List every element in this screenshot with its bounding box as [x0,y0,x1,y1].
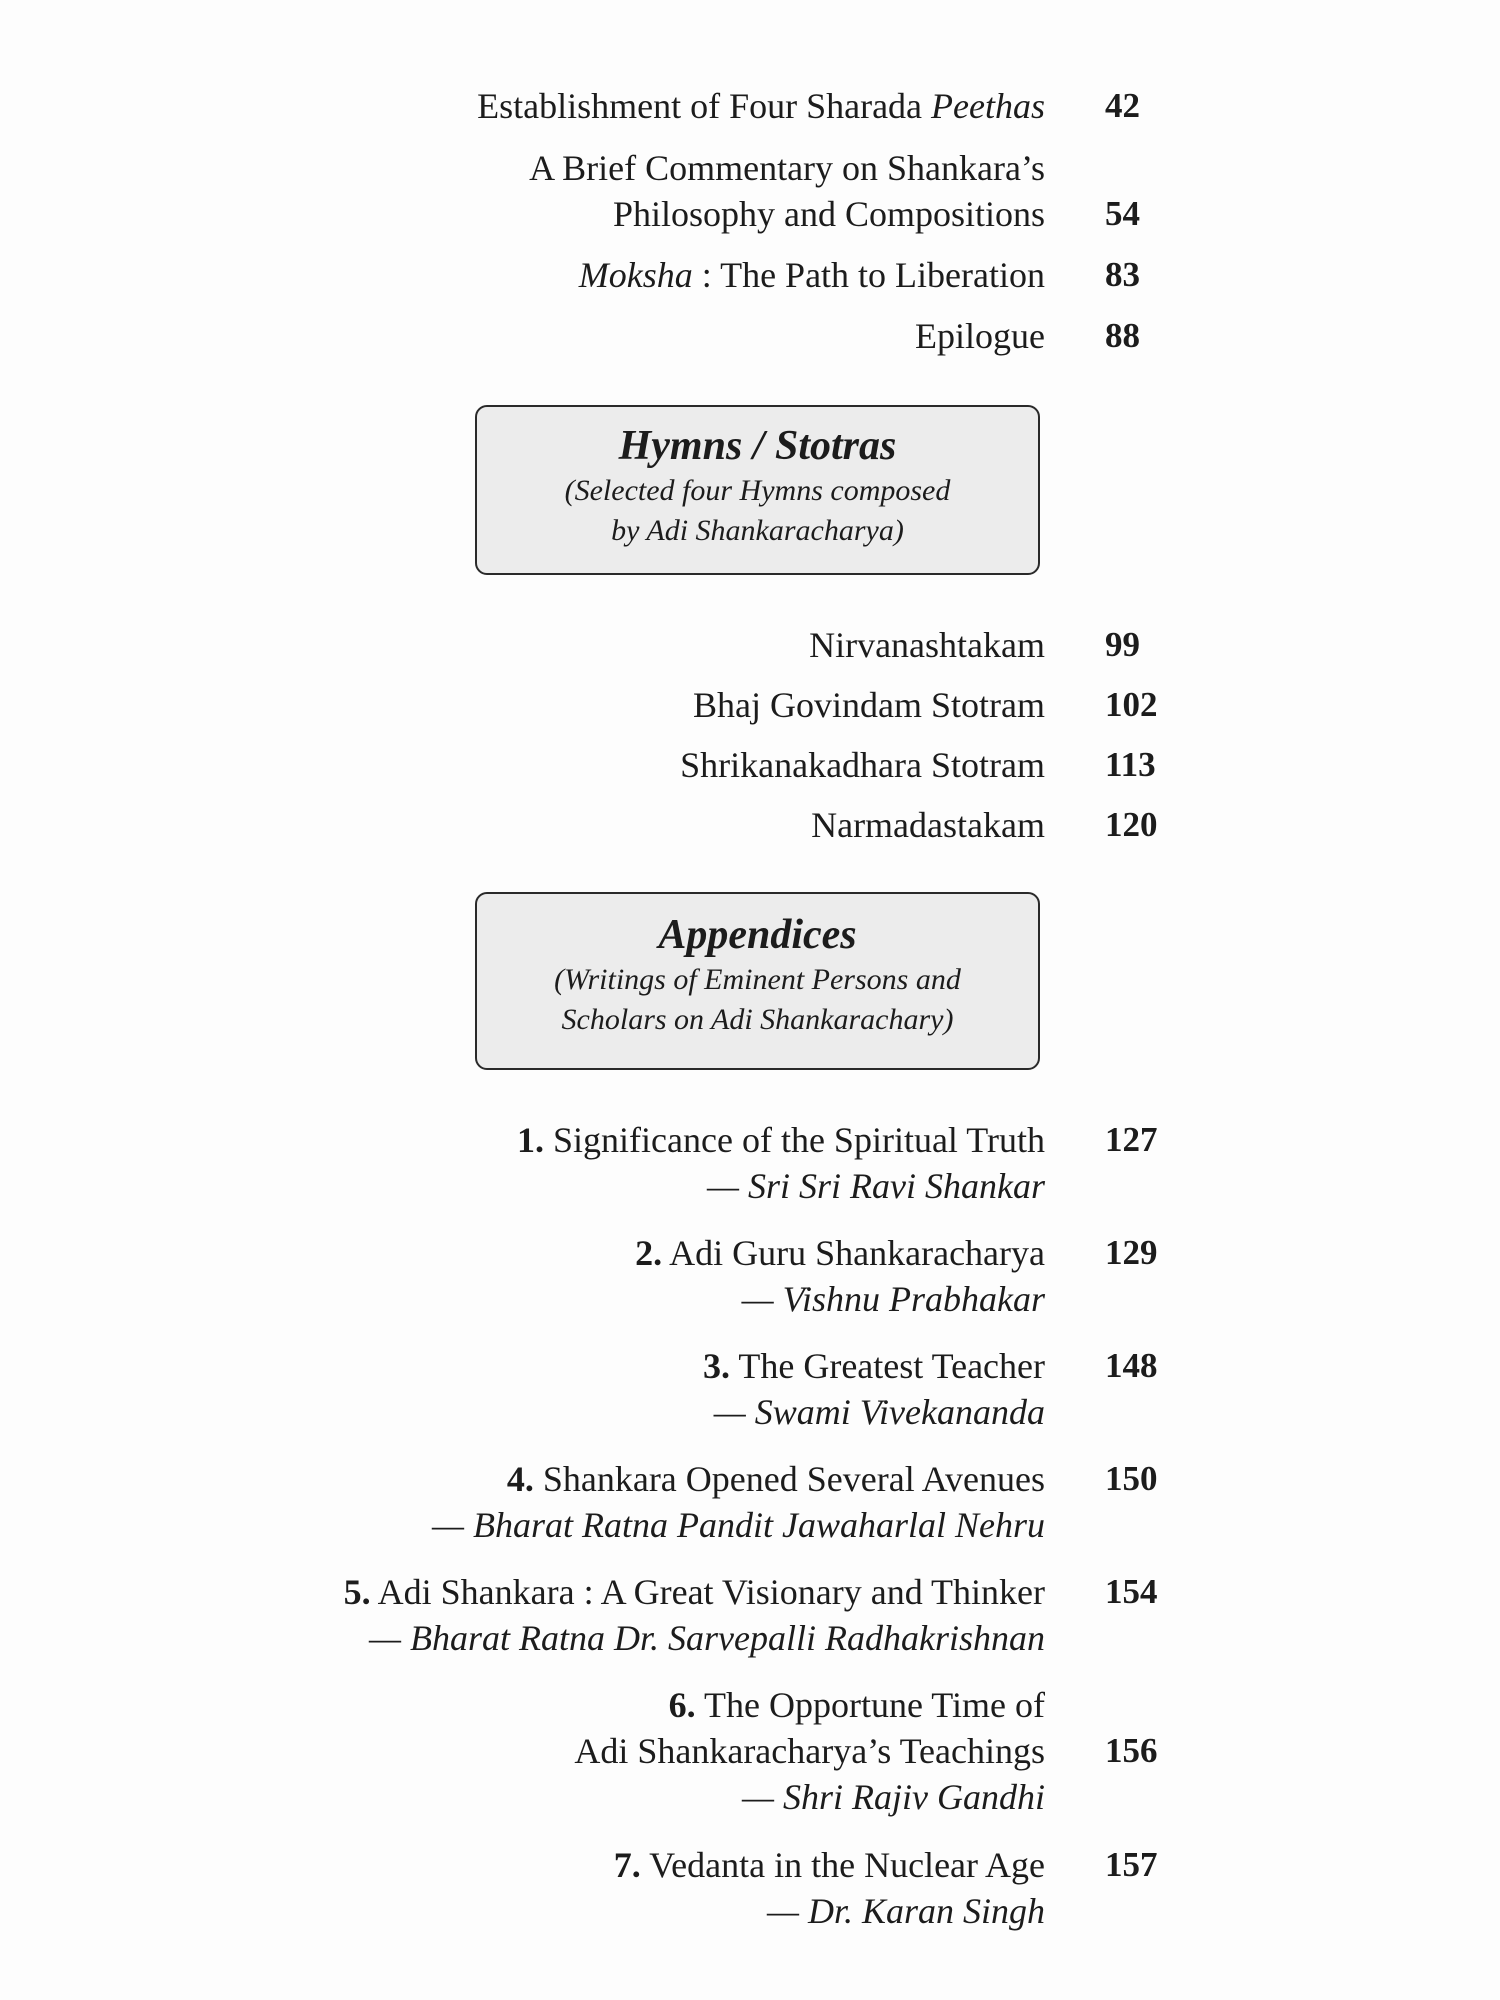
toc-page-number: 150 [1105,1459,1158,1498]
toc-entry-title: Establishment of Four Sharada Peethas [477,86,1045,126]
section-subtitle: (Selected four Hymns composed [564,474,951,507]
toc-page-number: 102 [1105,685,1158,724]
appendix-entry: 2. Adi Guru Shankaracharya — Vishnu Prabhakar [45,1230,1045,1322]
toc-page-number: 120 [1105,805,1158,844]
section-heading: Appendices [658,912,857,958]
toc-page-number: 148 [1105,1346,1158,1385]
appendix-author: — Swami Vivekananda [713,1392,1045,1432]
appendices-section-box [475,892,1040,1070]
toc-entry-title: Moksha : The Path to Liberation [578,255,1045,295]
appendix-author: — Dr. Karan Singh [766,1891,1045,1931]
appendix-entry: 3. The Greatest Teacher — Swami Vivekananda [45,1343,1045,1435]
toc-page-number: 83 [1105,255,1140,294]
toc-entry-title: Epilogue [915,316,1045,356]
section-subtitle: (Writings of Eminent Persons and [554,963,961,996]
appendix-author: — Bharat Ratna Pandit Jawaharlal Nehru [431,1505,1045,1545]
toc-entry-title: Narmadastakam [811,805,1045,845]
toc-entry-title: Shrikanakadhara Stotram [680,745,1045,785]
appendix-entry: 4. Shankara Opened Several Avenues — Bharat Ratna Pandit Jawaharlal Nehru [45,1456,1045,1548]
appendix-author: — Sri Sri Ravi Shankar [707,1166,1045,1206]
toc-entry-title: Bhaj Govindam Stotram [693,685,1045,725]
section-heading: Hymns / Stotras [618,423,897,469]
appendix-entry: 7. Vedanta in the Nuclear Age — Dr. Karan Singh [45,1842,1045,1934]
toc-page-number: 42 [1105,86,1140,125]
toc-entry-title: Nirvanashtakam [809,625,1045,665]
toc-page-number: 154 [1105,1572,1158,1611]
toc-page-number: 157 [1105,1845,1158,1884]
toc-page-number: 88 [1105,316,1140,355]
section-subtitle: by Adi Shankaracharya) [611,514,904,547]
appendix-entry: 1. Significance of the Spiritual Truth — Sri Sri Ravi Shankar [45,1117,1045,1209]
hymns-section-box [475,405,1040,575]
toc-page-number: 129 [1105,1233,1158,1272]
section-subtitle: Scholars on Adi Shankarachary) [561,1003,954,1036]
appendix-entry: 6. The Opportune Time of Adi Shankaracharya’s Teachings — Shri Rajiv Gandhi [45,1682,1045,1820]
toc-page-number: 156 [1105,1731,1158,1770]
appendix-author: — Vishnu Prabhakar [741,1279,1045,1319]
appendix-entry: 5. Adi Shankara : A Great Visionary and Thinker — Bharat Ratna Dr. Sarvepalli Radhakrishnan [45,1569,1045,1661]
toc-page-number: 99 [1105,625,1140,664]
appendix-author: — Bharat Ratna Dr. Sarvepalli Radhakrishnan [369,1618,1045,1658]
toc-page-number: 54 [1105,194,1140,233]
toc-page-number: 127 [1105,1120,1158,1159]
toc-entry-title: A Brief Commentary on Shankara’s Philosophy and Compositions [529,148,1045,234]
toc-page-number: 113 [1105,745,1156,784]
appendix-author: — Shri Rajiv Gandhi [742,1777,1045,1817]
